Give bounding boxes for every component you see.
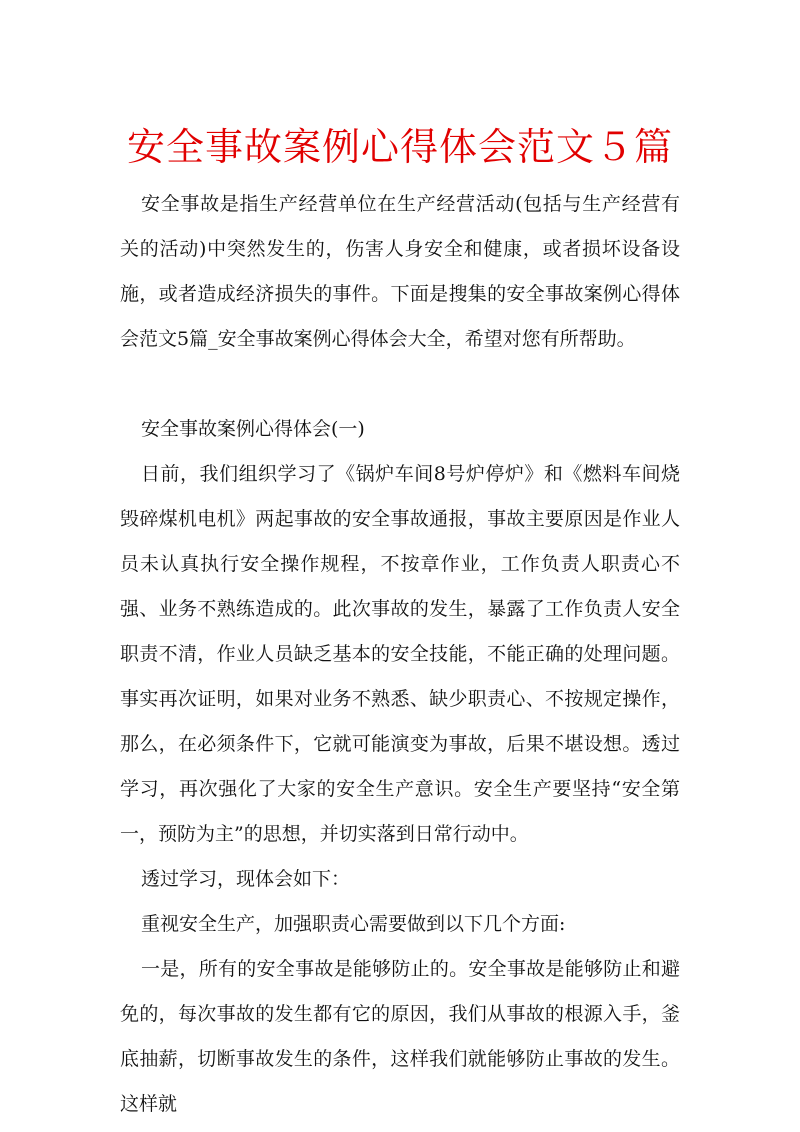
document-title: 安全事故案例心得体会范文５篇 [126, 125, 673, 169]
body-paragraph: 重视安全生产，加强职责心需要做到以下几个方面: [141, 913, 566, 935]
body-paragraph: 一是，所有的安全事故是能够防止的。安全事故是能够防止和避免的，每次事故的发生都有它的原因，我们从事故的根源入手，釜底抽薪，切断事故发生的条件，这样我们就能够防止事故的发生。这样就 [120, 958, 680, 1115]
body-paragraph: 日前，我们组织学习了《锅炉车间8号炉停炉》和《燃料车间烧毁碎煤机电机》两起事故的安全事故通报，事故主要原因是作业人员未认真执行安全操作规程，不按章作业，工作负责人职责心不强、业务不熟练造成的。此次事故的发生，暴露了工作负责人安全职责不清，作业人员缺乏基本的安全技能，不能正确的处理问题。事实再次证明，如果对业务不熟悉、缺少职责心、不按规定操作，那么，在必须条件下，它就可能演变为事故，后果不堪设想。透过学习，再次强化了大家的安全生产意识。安全生产要坚持“安全第一，预防为主”的思想，并切实落到日常行动中。 [120, 463, 680, 845]
document-body [120, 182, 680, 1127]
body-paragraph: 透过学习，现体会如下： [141, 868, 351, 890]
intro-paragraph: 安全事故是指生产经营单位在生产经营活动(包括与生产经营有关的活动)中突然发生的，伤害人身安全和健康，或者损坏设备设施，或者造成经济损失的事件。下面是搜集的安全事故案例心得体会范文5篇_安全事故案例心得体会大全，希望对您有所帮助。 [120, 193, 680, 350]
paragraph-spacer [120, 362, 680, 407]
section-heading: 安全事故案例心得体会(一) [141, 418, 365, 440]
